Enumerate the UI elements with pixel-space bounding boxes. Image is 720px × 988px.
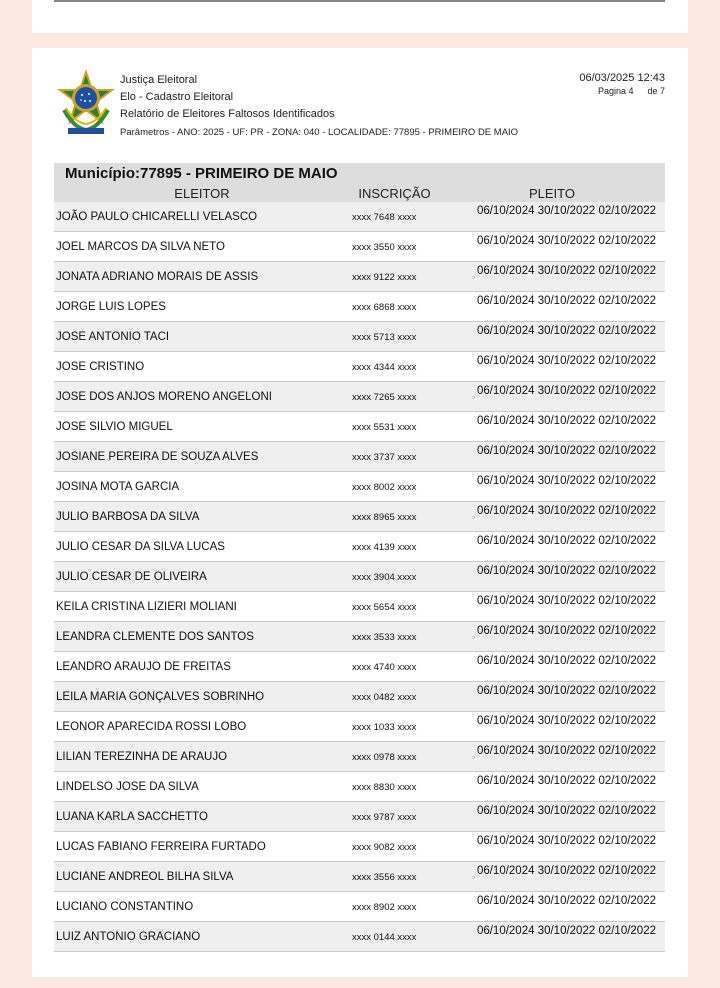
voter-pleito: 06/10/2024 30/10/2022 02/10/2022 [476,415,656,427]
voter-name: LUCIANE ANDREOL BILHA SILVA [56,871,234,883]
voter-pleito: 06/10/2024 30/10/2022 02/10/2022 [476,355,656,367]
voter-inscricao: xxxx 8002 xxxx [352,482,417,493]
page-number: Pagina 4 [597,86,634,96]
column-pleito: PLEITO [528,186,575,201]
voter-inscricao: xxxx 5713 xxxx [352,332,417,343]
voter-name: LINDELSO JOSE DA SILVA [56,781,199,793]
voter-name: LEONOR APARECIDA ROSSI LOBO [56,721,247,733]
voter-inscricao: xxxx 4139 xxxx [352,542,417,553]
table-row [54,352,665,382]
voter-inscricao: xxxx 3550 xxxx [352,242,417,253]
table-row [54,802,665,832]
voter-inscricao: xxxx 3904 xxxx [352,572,417,583]
report-datetime: 06/03/2025 12:43 [579,72,665,84]
report-page [32,48,688,977]
voter-inscricao: xxxx 9122 xxxx [352,272,417,283]
voter-inscricao: xxxx 7648 xxxx [352,212,417,223]
report-title: Relatório de Eleitores Faltosos Identificados [120,108,335,120]
voter-inscricao: xxxx 8902 xxxx [352,902,417,913]
voter-inscricao: xxxx 5531 xxxx [352,422,417,433]
voter-name: LUIZ ANTONIO GRACIANO [56,931,201,943]
page-indicator [579,86,665,96]
column-inscricao: INSCRIÇÃO [358,186,431,201]
previous-page-fragment [32,0,688,33]
voter-inscricao: xxxx 9787 xxxx [352,812,417,823]
voter-name: LUANA KARLA SACCHETTO [56,811,208,823]
voter-inscricao: xxxx 7265 xxxx [352,392,417,403]
voter-name: JOSE CRISTINO [56,361,145,373]
table-row [54,652,665,682]
voter-name: JULIO BARBOSA DA SILVA [56,511,200,523]
voter-inscricao: xxxx 0144 xxxx [352,932,417,943]
voter-name: JOSIANE PEREIRA DE SOUZA ALVES [56,451,259,463]
table-body [54,202,665,952]
table-row [54,502,665,532]
voter-inscricao: xxxx 4740 xxxx [352,662,417,673]
voter-pleito: 06/10/2024 30/10/2022 02/10/2022 [476,835,656,847]
table-row [54,442,665,472]
voter-pleito: 06/10/2024 30/10/2022 02/10/2022 [476,865,656,877]
table-row [54,592,665,622]
table-row [54,472,665,502]
voter-pleito: 06/10/2024 30/10/2022 02/10/2022 [476,685,656,697]
voter-name: JOSE DOS ANJOS MORENO ANGELONI [56,391,272,403]
table-row [54,922,665,952]
table-row [54,712,665,742]
voter-pleito: 06/10/2024 30/10/2022 02/10/2022 [476,565,656,577]
voter-name: LUCIANO CONSTANTINO [56,901,194,913]
voter-pleito: 06/10/2024 30/10/2022 02/10/2022 [476,745,656,757]
voter-inscricao: xxxx 3556 xxxx [352,872,417,883]
voter-name: JOSE SILVIO MIGUEL [56,421,173,433]
voter-inscricao: xxxx 0482 xxxx [352,692,417,703]
table-row [54,322,665,352]
voter-name: KEILA CRISTINA LIZIERI MOLIANI [56,601,237,613]
column-eleitor: ELEITOR [174,186,230,201]
voter-inscricao: xxxx 9082 xxxx [352,842,417,853]
report-parameters: Parâmetros - ANO: 2025 - UF: PR - ZONA: 040 - LOCALIDADE: 77895 - PRIMEIRO DE MAIO [120,127,519,138]
voter-name: LEANDRO ARAUJO DE FREITAS [56,661,231,673]
page-total: de 7 [647,86,665,96]
voter-inscricao: xxxx 1033 xxxx [352,722,417,733]
voter-pleito: 06/10/2024 30/10/2022 02/10/2022 [476,655,656,667]
voter-inscricao: xxxx 8830 xxxx [352,782,417,793]
voter-name: JORGE LUIS LOPES [56,301,166,313]
org-name: Justiça Eleitoral [120,74,198,86]
system-name: Elo - Cadastro Eleitoral [120,91,234,103]
table-row [54,622,665,652]
table-row [54,262,665,292]
municipality-heading: Município:77895 - PRIMEIRO DE MAIO [54,163,665,185]
report-header [120,72,335,123]
voter-inscricao: xxxx 5654 xxxx [352,602,417,613]
voter-pleito: 06/10/2024 30/10/2022 02/10/2022 [476,445,656,457]
voter-pleito: 06/10/2024 30/10/2022 02/10/2022 [476,265,656,277]
voter-inscricao: xxxx 4344 xxxx [352,362,417,373]
voter-name: LILIAN TEREZINHA DE ARAUJO [56,751,228,763]
voter-pleito: 06/10/2024 30/10/2022 02/10/2022 [476,505,656,517]
voter-inscricao: xxxx 6868 xxxx [352,302,417,313]
voter-pleito: 06/10/2024 30/10/2022 02/10/2022 [476,925,656,937]
voter-pleito: 06/10/2024 30/10/2022 02/10/2022 [476,595,656,607]
table-row [54,892,665,922]
table-row [54,742,665,772]
voter-inscricao: xxxx 0978 xxxx [352,752,417,763]
voter-inscricao: xxxx 3533 xxxx [352,632,417,643]
report-meta [579,72,665,96]
voter-name: JOSINA MOTA GARCIA [56,481,180,493]
table-row [54,562,665,592]
voter-pleito: 06/10/2024 30/10/2022 02/10/2022 [476,805,656,817]
voter-name: LEANDRA CLEMENTE DOS SANTOS [56,631,254,643]
voter-inscricao: xxxx 3737 xxxx [352,452,417,463]
voter-inscricao: xxxx 8965 xxxx [352,512,417,523]
voter-name: JULIO CESAR DE OLIVEIRA [56,571,207,583]
voter-name: JOEL MARCOS DA SILVA NETO [56,241,225,253]
table-row [54,202,665,232]
voter-pleito: 06/10/2024 30/10/2022 02/10/2022 [476,325,656,337]
voter-pleito: 06/10/2024 30/10/2022 02/10/2022 [476,715,656,727]
voter-pleito: 06/10/2024 30/10/2022 02/10/2022 [476,205,656,217]
voters-table [54,163,665,952]
voter-name: JULIO CESAR DA SILVA LUCAS [56,541,225,553]
table-row [54,382,665,412]
voter-name: LEILA MARIA GONÇALVES SOBRINHO [56,691,265,703]
voter-name: JOÃO PAULO CHICARELLI VELASCO [56,211,258,223]
voter-pleito: 06/10/2024 30/10/2022 02/10/2022 [476,475,656,487]
voter-name: JONATA ADRIANO MORAIS DE ASSIS [56,271,259,283]
voter-pleito: 06/10/2024 30/10/2022 02/10/2022 [476,385,656,397]
table-header [54,185,665,202]
voter-pleito: 06/10/2024 30/10/2022 02/10/2022 [476,235,656,247]
brazil-coat-of-arms-icon [54,70,118,136]
voter-pleito: 06/10/2024 30/10/2022 02/10/2022 [476,535,656,547]
table-row [54,412,665,442]
table-row [54,292,665,322]
table-row [54,772,665,802]
table-row [54,232,665,262]
voter-pleito: 06/10/2024 30/10/2022 02/10/2022 [476,295,656,307]
voter-name: LUCAS FABIANO FERREIRA FURTADO [56,841,266,853]
voter-pleito: 06/10/2024 30/10/2022 02/10/2022 [476,895,656,907]
table-row [54,532,665,562]
voter-name: JOSE ANTONIO TACI [56,331,170,343]
voter-pleito: 06/10/2024 30/10/2022 02/10/2022 [476,625,656,637]
table-row [54,682,665,712]
table-row [54,832,665,862]
table-row [54,862,665,892]
voter-pleito: 06/10/2024 30/10/2022 02/10/2022 [476,775,656,787]
